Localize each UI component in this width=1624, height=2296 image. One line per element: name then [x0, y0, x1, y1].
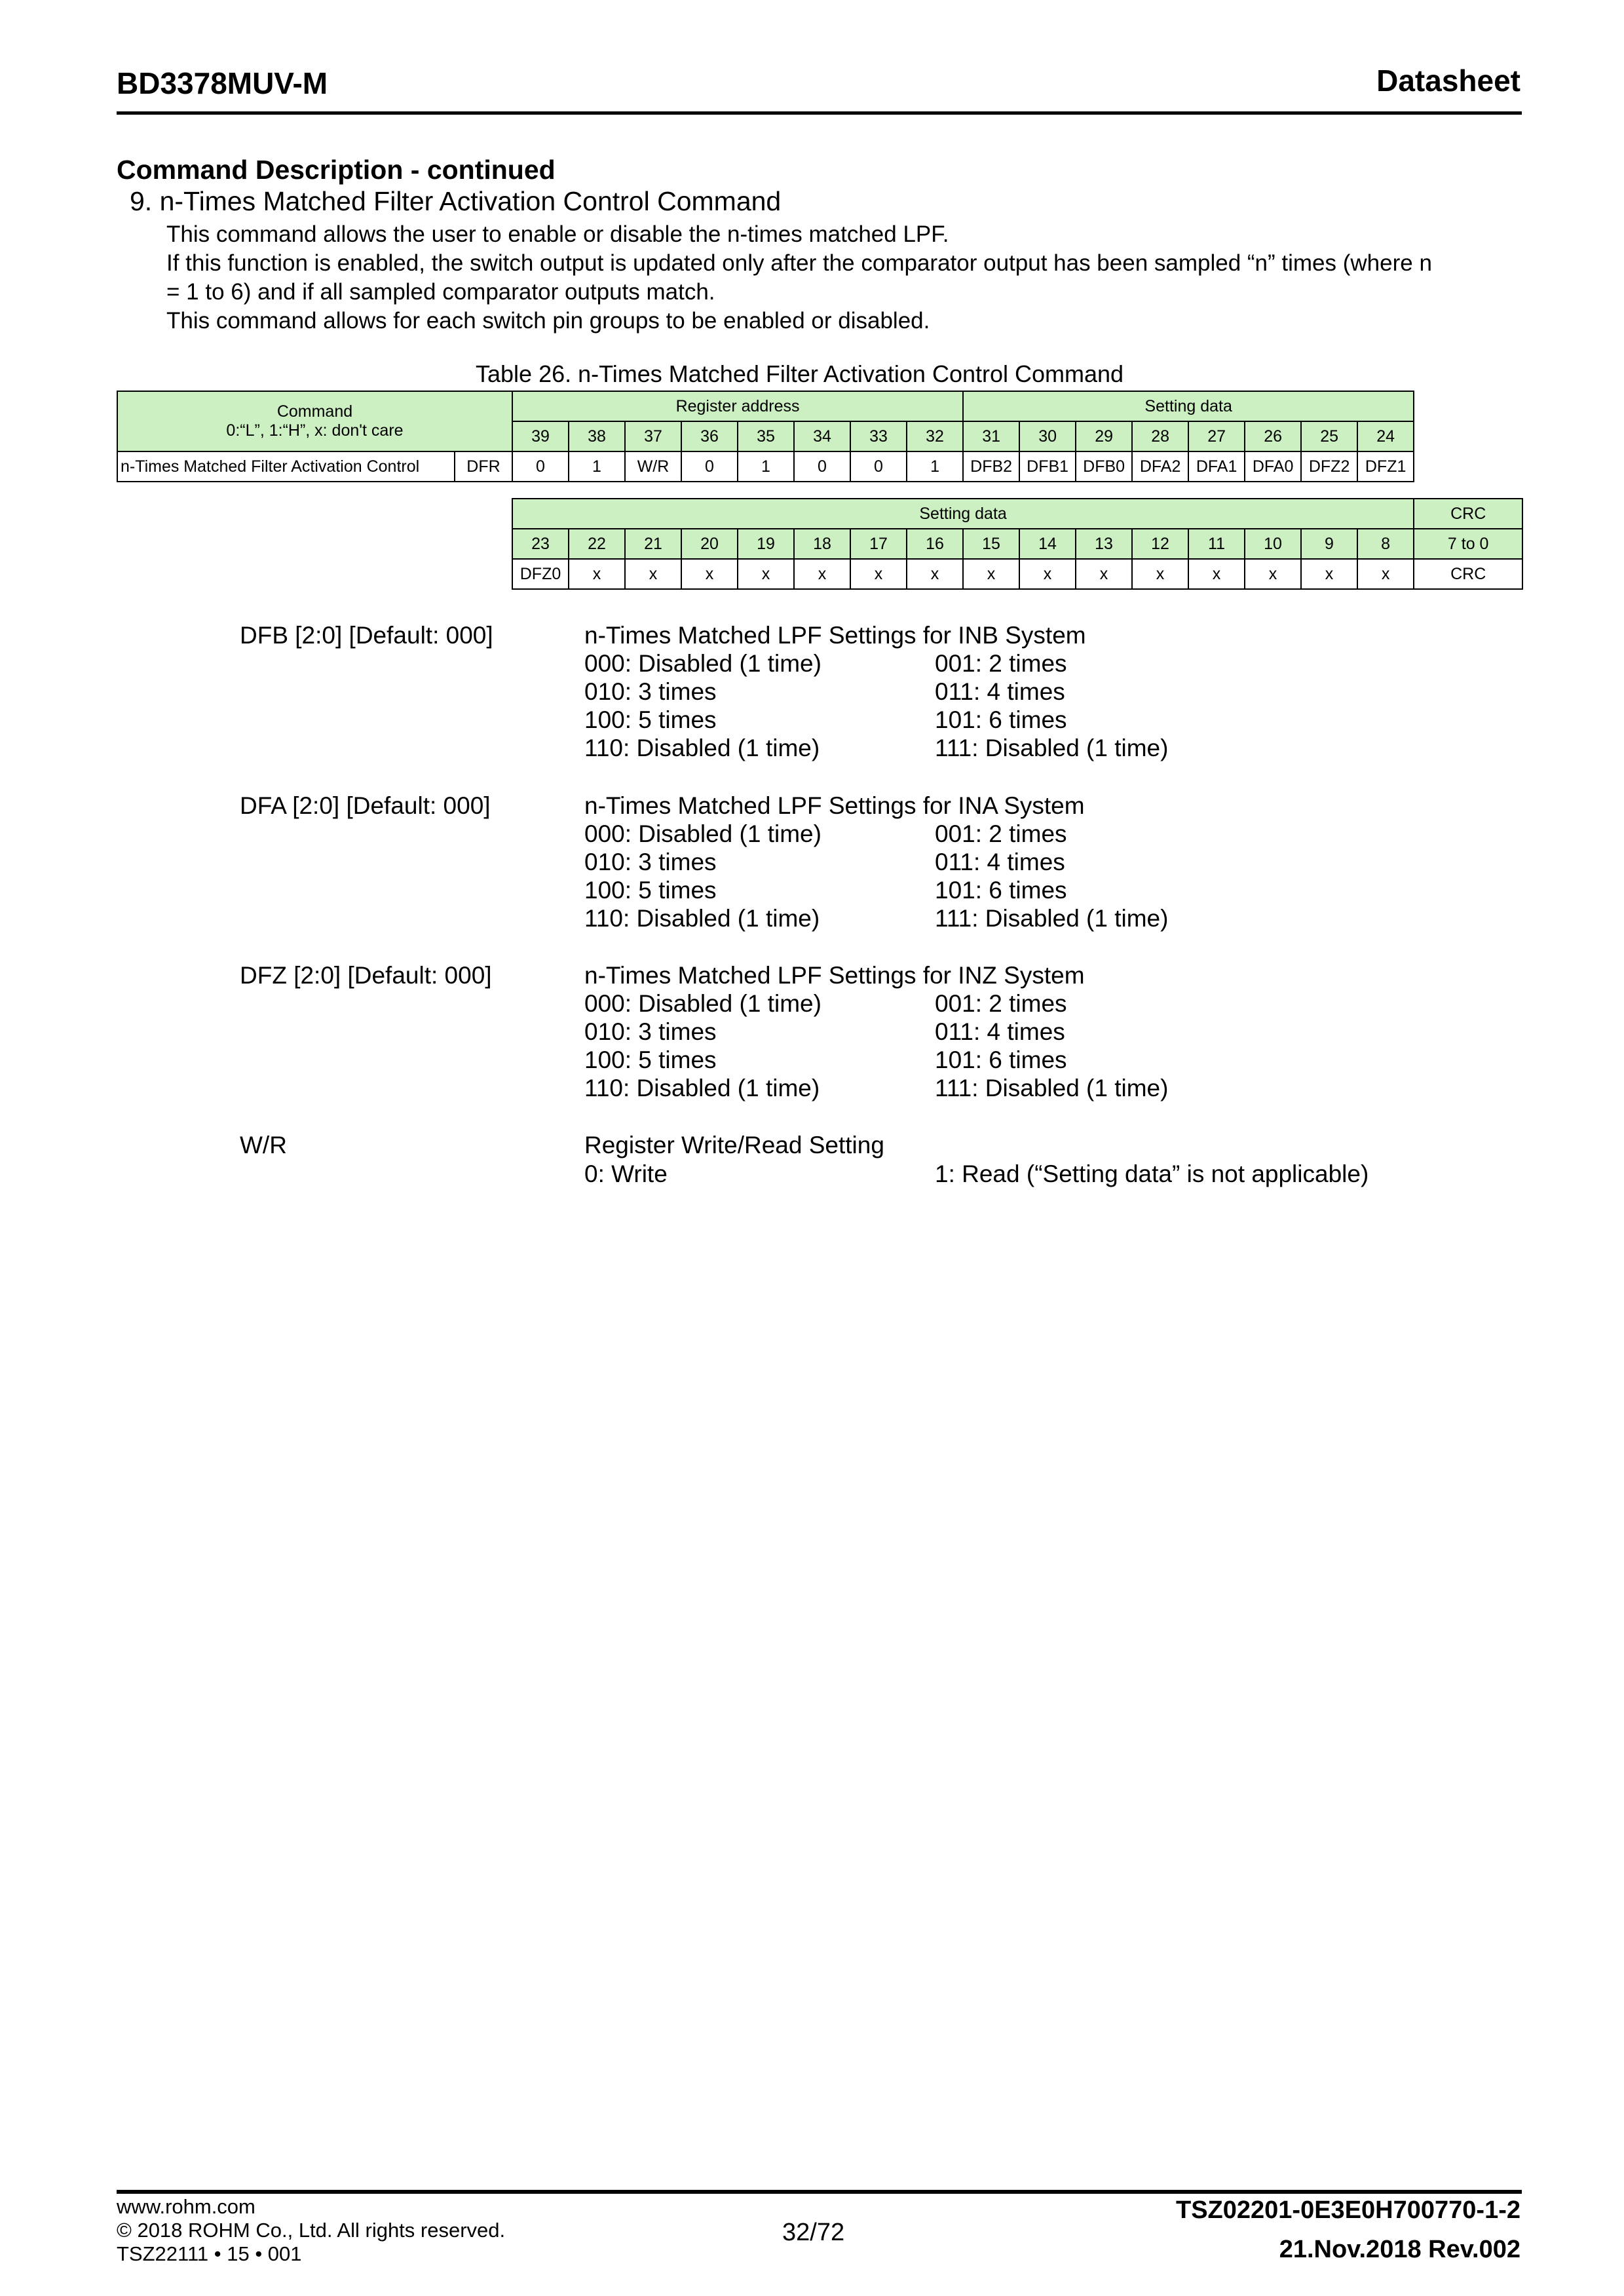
def-dfz-option: 011: 4 times — [935, 1018, 1065, 1045]
command-note: 0:“L”, 1:“H”, x: don't care — [226, 421, 404, 440]
def-dfa-option: 010: 3 times — [584, 849, 717, 875]
def-dfa-title: n-Times Matched LPF Settings for INA System — [584, 792, 1085, 819]
bit-value: x — [1188, 559, 1245, 589]
bit-number: 33 — [850, 421, 907, 451]
bit-number: 27 — [1188, 421, 1245, 451]
bit-value: DFZ0 — [512, 559, 569, 589]
footer-website: www.rohm.com — [117, 2195, 255, 2218]
def-dfb-name: DFB [2:0] [Default: 000] — [240, 622, 493, 649]
bit-number: 8 — [1357, 529, 1414, 559]
command-name: n-Times Matched Filter Activation Control — [117, 451, 455, 482]
bit-number: 19 — [738, 529, 794, 559]
bit-number: 39 — [512, 421, 569, 451]
description-line-3: = 1 to 6) and if all sampled comparator outputs match. — [166, 279, 715, 305]
doc-number: TSZ02201-0E3E0H700770-1-2 — [1175, 2196, 1520, 2224]
bit-value: x — [1076, 559, 1132, 589]
bit-number: 28 — [1132, 421, 1188, 451]
bit-value: x — [1132, 559, 1188, 589]
section-title: Command Description - continued — [117, 155, 556, 185]
def-dfb-option: 001: 2 times — [935, 650, 1067, 677]
description-line-2: If this function is enabled, the switch output is updated only after the comparator output has been sampled “n” times (where n — [166, 250, 1432, 276]
footer-divider — [117, 2190, 1522, 2194]
bit-number: 36 — [681, 421, 738, 451]
command-header: Command — [276, 402, 353, 421]
def-dfb-option: 000: Disabled (1 time) — [584, 650, 821, 677]
bit-value: x — [738, 559, 794, 589]
bit-value: DFZ1 — [1357, 451, 1414, 482]
def-wr-title: Register Write/Read Setting — [584, 1132, 884, 1158]
bit-value: 1 — [907, 451, 963, 482]
def-wr-option: 0: Write — [584, 1160, 668, 1187]
footer-copyright: © 2018 ROHM Co., Ltd. All rights reserved. — [117, 2219, 506, 2242]
def-wr-name: W/R — [240, 1132, 287, 1158]
crc-bits: 7 to 0 — [1414, 529, 1522, 559]
def-wr-option: 1: Read (“Setting data” is not applicable) — [935, 1160, 1369, 1187]
bit-number: 15 — [963, 529, 1019, 559]
header-divider — [117, 111, 1522, 115]
bit-number: 13 — [1076, 529, 1132, 559]
def-dfb-option: 100: 5 times — [584, 706, 717, 733]
bit-value: DFB0 — [1076, 451, 1132, 482]
setting-data-header: Setting data — [963, 391, 1414, 421]
bit-number: 30 — [1019, 421, 1076, 451]
command-table-upper — [117, 391, 1414, 482]
bit-value: DFB2 — [963, 451, 1019, 482]
crc-value: CRC — [1414, 559, 1522, 589]
bit-number: 38 — [569, 421, 625, 451]
def-dfb-option: 101: 6 times — [935, 706, 1067, 733]
table-caption: Table 26. n-Times Matched Filter Activation Control Command — [476, 360, 1124, 387]
bit-number: 29 — [1076, 421, 1132, 451]
def-dfz-option: 100: 5 times — [584, 1046, 717, 1073]
bit-number: 9 — [1301, 529, 1357, 559]
bit-number: 37 — [625, 421, 681, 451]
bit-value: x — [963, 559, 1019, 589]
command-abbr: DFR — [455, 451, 512, 482]
bit-number: 18 — [794, 529, 850, 559]
bit-number: 17 — [850, 529, 907, 559]
bit-number: 24 — [1357, 421, 1414, 451]
setting-data-header: Setting data — [512, 499, 1414, 529]
bit-number: 14 — [1019, 529, 1076, 559]
bit-number: 31 — [963, 421, 1019, 451]
page-number: 32/72 — [782, 2219, 845, 2246]
def-dfz-title: n-Times Matched LPF Settings for INZ System — [584, 962, 1085, 989]
bit-value: x — [1301, 559, 1357, 589]
def-dfb-option: 011: 4 times — [935, 678, 1065, 705]
def-dfa-name: DFA [2:0] [Default: 000] — [240, 792, 491, 819]
bit-value: x — [850, 559, 907, 589]
def-dfa-option: 111: Disabled (1 time) — [935, 905, 1169, 932]
bit-value: 0 — [681, 451, 738, 482]
bit-number: 21 — [625, 529, 681, 559]
description-line-4: This command allows for each switch pin groups to be enabled or disabled. — [166, 308, 930, 334]
bit-number: 25 — [1301, 421, 1357, 451]
bit-number: 11 — [1188, 529, 1245, 559]
def-dfz-option: 111: Disabled (1 time) — [935, 1075, 1169, 1101]
bit-value: 1 — [738, 451, 794, 482]
bit-value: x — [1357, 559, 1414, 589]
bit-number: 12 — [1132, 529, 1188, 559]
bit-value: DFB1 — [1019, 451, 1076, 482]
crc-header: CRC — [1414, 499, 1522, 529]
def-dfa-option: 110: Disabled (1 time) — [584, 905, 820, 932]
bit-value: x — [1245, 559, 1301, 589]
bit-value: x — [907, 559, 963, 589]
def-dfb-option: 010: 3 times — [584, 678, 717, 705]
command-subtitle: 9. n-Times Matched Filter Activation Control Command — [130, 186, 782, 216]
bit-value: x — [794, 559, 850, 589]
bit-number: 10 — [1245, 529, 1301, 559]
def-dfz-name: DFZ [2:0] [Default: 000] — [240, 962, 492, 989]
bit-value: x — [681, 559, 738, 589]
def-dfz-option: 110: Disabled (1 time) — [584, 1075, 820, 1101]
bit-number: 23 — [512, 529, 569, 559]
bit-value: DFA1 — [1188, 451, 1245, 482]
command-header-cell — [117, 391, 512, 451]
doc-type: Datasheet — [1376, 64, 1520, 98]
bit-number: 16 — [907, 529, 963, 559]
def-dfa-option: 101: 6 times — [935, 877, 1067, 904]
bit-value: x — [569, 559, 625, 589]
def-dfz-option: 010: 3 times — [584, 1018, 717, 1045]
bit-number: 22 — [569, 529, 625, 559]
command-table-lower — [512, 498, 1523, 590]
def-dfz-option: 101: 6 times — [935, 1046, 1067, 1073]
description-line-1: This command allows the user to enable or disable the n-times matched LPF. — [166, 221, 949, 247]
def-dfa-option: 011: 4 times — [935, 849, 1065, 875]
bit-value: 0 — [850, 451, 907, 482]
bit-value: 0 — [794, 451, 850, 482]
register-address-header: Register address — [512, 391, 963, 421]
def-dfa-option: 000: Disabled (1 time) — [584, 820, 821, 847]
def-dfb-option: 111: Disabled (1 time) — [935, 735, 1169, 761]
footer-form-code: TSZ22111 • 15 • 001 — [117, 2242, 302, 2265]
bit-value: 1 — [569, 451, 625, 482]
bit-number: 34 — [794, 421, 850, 451]
bit-number: 32 — [907, 421, 963, 451]
bit-value: 0 — [512, 451, 569, 482]
bit-value: DFA0 — [1245, 451, 1301, 482]
bit-number: 26 — [1245, 421, 1301, 451]
bit-number: 20 — [681, 529, 738, 559]
bit-value: x — [625, 559, 681, 589]
date-revision: 21.Nov.2018 Rev.002 — [1279, 2236, 1520, 2263]
def-dfz-option: 001: 2 times — [935, 990, 1067, 1017]
bit-value: DFA2 — [1132, 451, 1188, 482]
def-dfa-option: 001: 2 times — [935, 820, 1067, 847]
def-dfb-title: n-Times Matched LPF Settings for INB System — [584, 622, 1086, 649]
def-dfz-option: 000: Disabled (1 time) — [584, 990, 821, 1017]
bit-value: x — [1019, 559, 1076, 589]
bit-number: 35 — [738, 421, 794, 451]
def-dfb-option: 110: Disabled (1 time) — [584, 735, 820, 761]
bit-value: W/R — [625, 451, 681, 482]
def-dfa-option: 100: 5 times — [584, 877, 717, 904]
bit-value: DFZ2 — [1301, 451, 1357, 482]
part-number: BD3378MUV-M — [117, 66, 328, 100]
